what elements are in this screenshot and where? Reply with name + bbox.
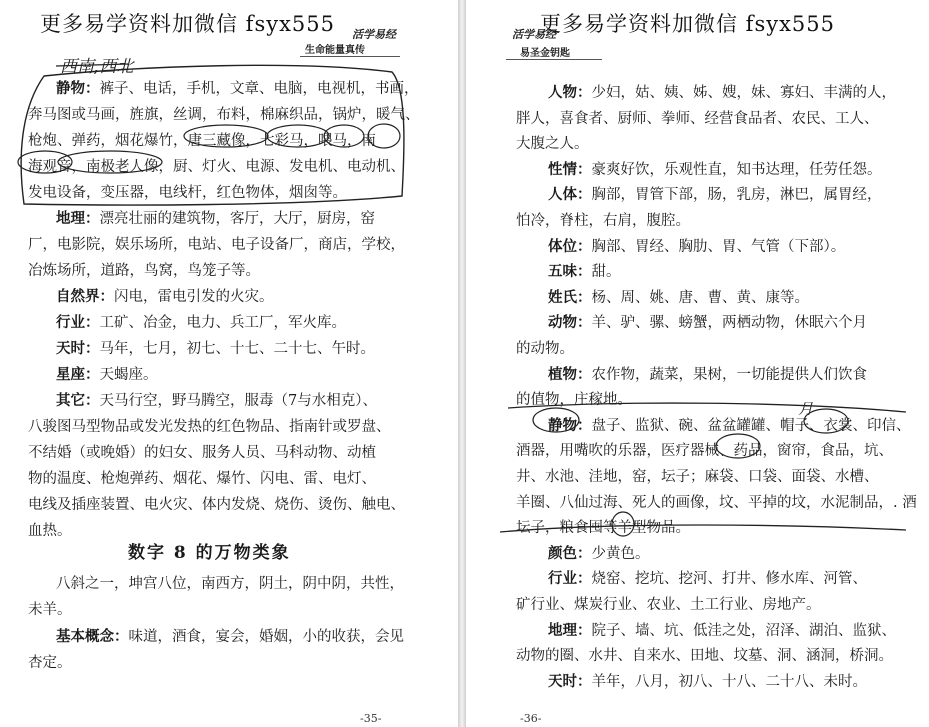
entry-text: 甜。 [591,264,621,281]
entry-label: 自然界： [56,288,114,305]
text-line [28,180,347,206]
running-header-left-subtitle: 生命能量真传 [305,45,365,56]
entry-label: 星座： [56,366,100,383]
entry-text: 盘子、监狱、碗、盆盆罐罐、帽子、衣裳、印信、 [591,417,911,434]
text-line [516,387,632,413]
section-title: 数字 8 的万物类象 [128,543,291,563]
entry-label: 地理： [56,210,100,227]
entry-label: 姓氏： [548,288,592,306]
text-line [28,492,405,518]
entry-text: 少黄色。 [591,545,650,562]
text-line [56,571,404,597]
page-number-right: -36- [520,712,542,725]
entry-label: 天时： [56,340,100,357]
text-line [516,438,893,464]
entry-text: 院子、墙、坑、低洼之处，沼泽、湖泊、监狱、 [591,622,896,639]
watermark-right: 更多易学资料加微信 fsyx555 [540,12,836,36]
entry-text: 厂，电影院，娱乐场所，电站、电子设备厂，商店，学校， [28,237,405,253]
text-line [516,643,893,669]
text-line [28,154,405,180]
entry-text: 发电设备，变压器，电线杆，红色物体，烟囱等。 [28,185,347,201]
entry-label: 静物： [548,416,592,434]
text-line [548,310,867,336]
entry-text: 不结婚（或晚婚）的妇女、服务人员、马科动物、动植 [28,445,376,461]
entry-text: 酒器，用嘴吹的乐器，医疗器械、药品，窗帘，食品，坑、 [516,443,893,460]
entry-label: 基本概念： [56,628,129,645]
entry-text: 物的温度、枪炮弹药、烟花、爆竹、闪电、雷、电灯、 [28,471,376,487]
text-line [28,597,72,623]
entry-text: 工矿、冶金，电力、兵工厂，军火库。 [99,315,346,331]
text-line [56,206,375,232]
entry-text: 枪炮、弹药，烟花爆竹，唐三藏像，七彩马，喂马，南 [28,133,376,149]
text-line [28,518,72,544]
header-rule-left [300,56,400,57]
text-line [28,258,260,284]
entry-text: 胸部、胃经、胸肋、胃、气管（下部）。 [591,238,846,255]
entry-text: 电线及插座装置、电火灾、体内发烧、烧伤、烫伤、触电、 [28,497,405,513]
entry-label: 静物： [56,80,100,97]
text-line [56,336,375,362]
text-line [56,624,404,650]
entry-text: 血热。 [28,523,72,539]
entry-text: 味道，酒食，宴会，婚姻，小的收获，会见 [128,629,404,645]
text-line [548,234,845,260]
entry-text: 裤子、电话，手机，文章、电脑，电视机，书画， [99,81,419,97]
entry-text: 奔马图或马画，旌旗，丝调，布料，棉麻织品，锅炉，暖气、 [28,107,420,123]
entry-text: 的动物。 [516,341,574,357]
text-line [56,284,274,310]
entry-text: 大腹之人。 [516,136,589,153]
text-line [516,592,821,618]
text-line [56,362,158,388]
text-line [56,388,377,414]
entry-text: 农作物，蔬菜，果树，一切能提供人们饮食 [591,366,867,383]
entry-label: 人体： [548,186,592,204]
text-line [516,106,879,132]
text-line [28,414,391,440]
entry-text: 天蝎座。 [99,367,158,383]
text-line [28,466,376,492]
entry-label: 地理： [548,621,592,639]
entry-label: 体位： [548,237,592,255]
entry-text: 海观音，南极老人像，厨、灯火、电源、发电机、电动机、 [28,159,405,175]
entry-text: 未羊。 [28,602,72,618]
entry-label: 其它： [56,392,100,409]
text-line [516,208,690,234]
entry-text: 坛子，粮食囤等羊型物品。 [516,520,690,537]
handwritten-note-right: 月 [798,400,814,418]
right-page [466,0,929,727]
entry-label: 颜色： [548,544,592,562]
entry-text: 豪爽好饮，乐观性直，知书达理，任劳任怨。 [591,161,882,178]
entry-text: 闪电，雷电引发的火灾。 [114,289,274,305]
watermark-left: 更多易学资料加微信 fsyx555 [40,12,336,36]
entry-label: 行业： [56,314,100,331]
running-header-right-title: 活学易经 [512,28,556,41]
page-number-left: -35- [360,712,382,725]
entry-text: 漂亮壮丽的建筑物，客厅，大厅，厨房，窑 [99,211,375,227]
entry-label: 植物： [548,365,592,383]
left-page [0,0,458,727]
text-line [548,259,621,285]
page-gutter [458,0,466,727]
running-header-right-subtitle: 易圣金钥匙 [520,48,570,59]
entry-text: 羊、驴、骡、螃蟹，两栖动物，休眠六个月 [591,315,867,332]
text-line [28,128,376,154]
text-line [548,541,650,567]
entry-label: 性情： [548,160,592,178]
text-line [548,413,911,439]
entry-text: 羊年，八月，初八、十八、二十八、未时。 [591,673,867,690]
entry-text: 的值物，庄稼地。 [516,392,632,409]
entry-text: 天马行空，野马腾空，服毒（7与水相克）、 [99,393,377,409]
text-line [28,440,376,466]
text-line [548,618,896,644]
text-line [516,464,879,490]
text-line [548,157,882,183]
running-header-left-title: 活学易经 [352,28,396,41]
entry-label: 五味： [548,263,592,281]
text-line [548,285,809,311]
entry-label: 行业： [548,570,592,588]
entry-text: 动物的圈、水井、自来水、田地、坟墓、洞、涵洞，桥洞。 [516,648,893,665]
text-line [28,102,420,128]
entry-label: 天时： [548,672,592,690]
entry-label: 人物： [548,84,592,101]
text-line [56,310,346,336]
text-line [548,182,882,208]
header-rule-right [506,59,602,60]
entry-text: 马年，七月，初七、十七、二十七、午时。 [99,341,375,357]
entry-text: 少妇，姑、姨、姊、嫂，妹、寡妇、丰满的人， [591,85,896,101]
text-line [28,232,405,258]
entry-text: 胸部，胃管下部，肠，乳房，淋巴，属胃经， [591,187,882,204]
entry-text: 杨、周、姚、唐、曹、黄、康等。 [591,289,809,306]
entry-text: 杏定。 [28,655,72,671]
text-line [548,80,896,106]
text-line [516,515,690,541]
text-line [548,566,867,592]
entry-text: 怕冷，脊柱，右肩，腹腔。 [516,213,690,229]
text-line [516,336,574,362]
entry-text: 冶炼场所，道路，鸟窝，鸟笼子等。 [28,263,260,279]
entry-text: 矿行业、煤炭行业、农业、土工行业、房地产。 [516,597,821,613]
entry-label: 动物： [548,314,592,332]
text-line [56,76,419,102]
text-line [516,490,917,516]
entry-text: 八斜之一，坤宫八位，南西方，阴土，阴中阴，共性， [56,576,404,592]
text-line [548,669,867,695]
entry-text: 胖人，喜食者、厨师、拳师、经营食品者、农民、工人、 [516,110,879,127]
entry-text: 井、水池、洼地，窑，坛子；麻袋、口袋、面袋、水槽、 [516,469,879,485]
entry-text: 烧窑、挖坑、挖河、打井、修水库、河管、 [591,571,867,588]
text-line [28,650,72,676]
entry-text: 八骏图马型物品或发光发热的红色物品、指南针或罗盘、 [28,419,391,435]
entry-text: 羊圈、八仙过海、死人的画像，坟、平掉的坟，水泥制品，. 酒 [516,494,917,511]
text-line [516,131,589,157]
text-line [548,362,867,388]
handwritten-note-left: 西南,西北 [60,57,134,77]
